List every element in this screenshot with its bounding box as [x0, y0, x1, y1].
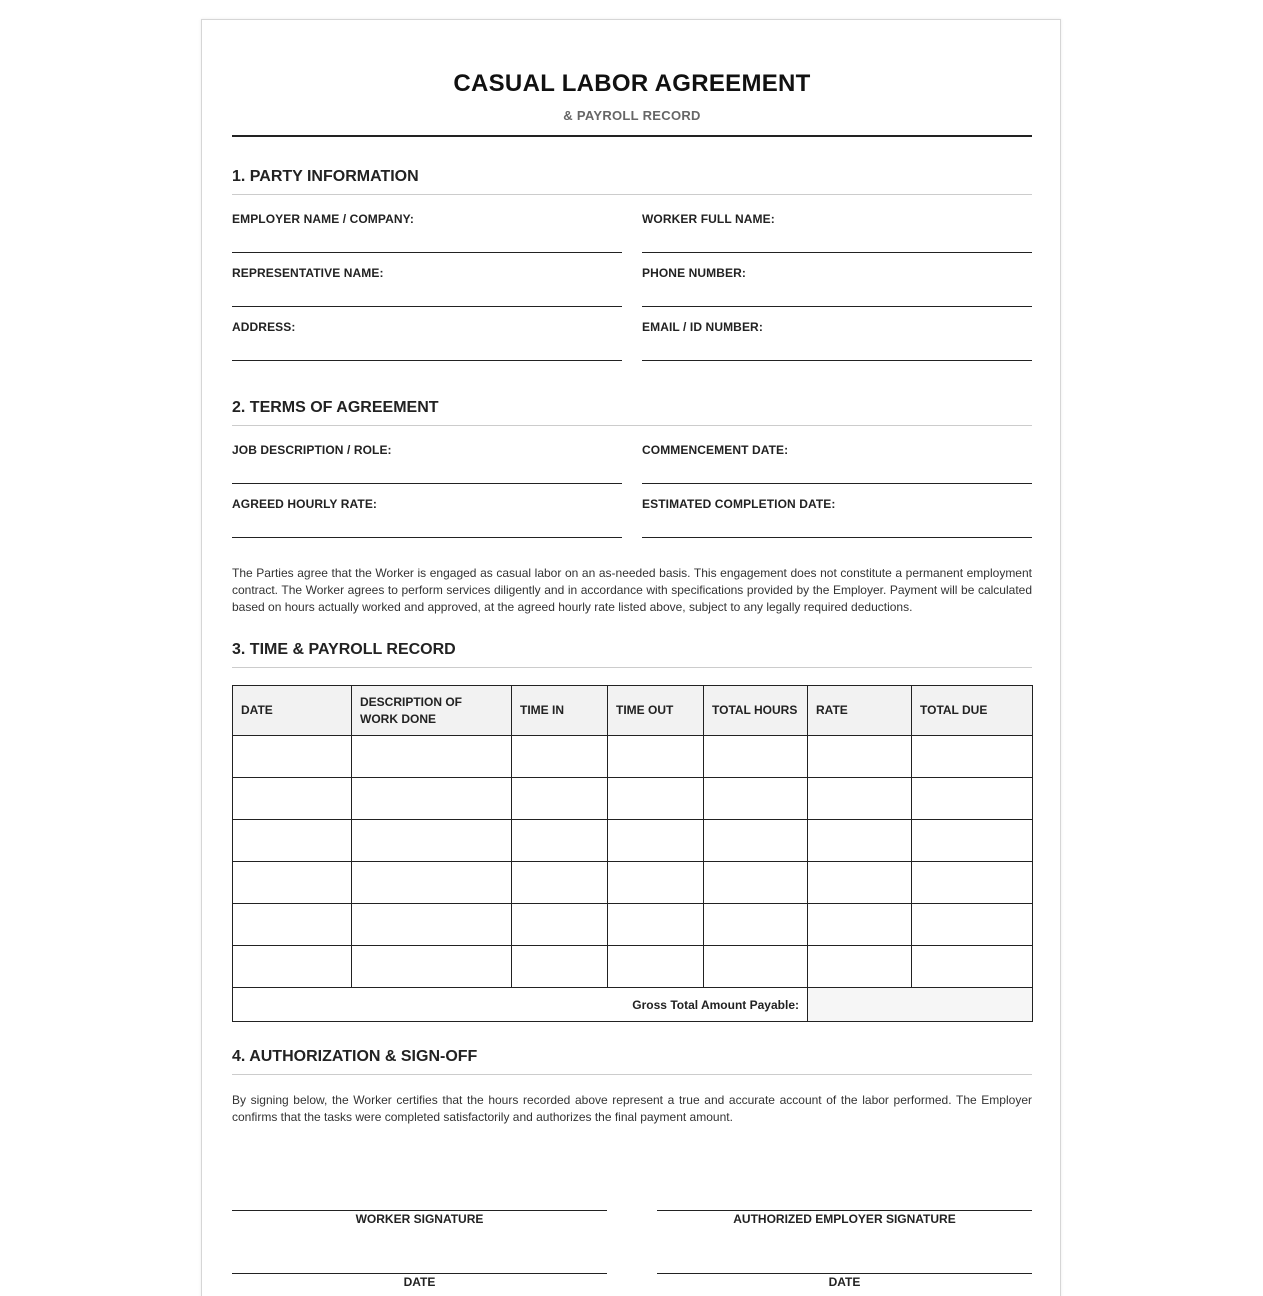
table-cell[interactable] — [808, 862, 912, 904]
table-cell[interactable] — [608, 820, 704, 862]
table-cell[interactable] — [704, 904, 808, 946]
authorization-paragraph: By signing below, the Worker certifies that the hours recorded above represent a true and accurate account of the labor performed. The Employer confirms that the tasks were completed satisfactorily and authorizes the final payment amount. — [232, 1093, 1032, 1124]
document-subtitle: & PAYROLL RECORD — [563, 108, 701, 123]
table-cell[interactable] — [233, 736, 352, 778]
document-title: CASUAL LABOR AGREEMENT — [453, 70, 811, 97]
table-cell[interactable] — [912, 946, 1033, 988]
table-cell[interactable] — [512, 736, 608, 778]
employer-date-line[interactable] — [657, 1273, 1032, 1289]
column-header-time-out: TIME OUT — [608, 686, 704, 736]
table-cell[interactable] — [512, 820, 608, 862]
table-cell[interactable] — [233, 778, 352, 820]
job-description-label: JOB DESCRIPTION / ROLE: — [232, 443, 392, 457]
section-heading-authorization: 4. AUTHORIZATION & SIGN-OFF — [232, 1048, 1032, 1075]
table-cell[interactable] — [912, 904, 1033, 946]
table-cell[interactable] — [912, 862, 1033, 904]
table-cell[interactable] — [704, 820, 808, 862]
table-row — [233, 904, 1033, 946]
table-row — [233, 778, 1033, 820]
table-cell[interactable] — [608, 778, 704, 820]
table-cell[interactable] — [233, 820, 352, 862]
table-cell[interactable] — [912, 778, 1033, 820]
employer-name-label: EMPLOYER NAME / COMPANY: — [232, 212, 414, 226]
section-heading-payroll: 3. TIME & PAYROLL RECORD — [232, 641, 1032, 668]
table-row — [233, 820, 1033, 862]
terms-paragraph: The Parties agree that the Worker is engaged as casual labor on an as-needed basis. This engagement does not constitute a permanent employment contract. The Worker agrees to perform services diligently and in accordance with specifications provided by the Employer. Payment will be calculated based on hours actually worked and approved, at the agreed hourly rate listed above, subject to any legally required deductions. — [232, 566, 1032, 614]
table-cell[interactable] — [704, 736, 808, 778]
table-cell[interactable] — [233, 862, 352, 904]
worker-name-field[interactable] — [642, 210, 1032, 253]
column-header-rate: RATE — [808, 686, 912, 736]
table-cell[interactable] — [512, 904, 608, 946]
address-field[interactable] — [232, 318, 622, 361]
table-cell[interactable] — [912, 820, 1033, 862]
gross-total-row — [233, 988, 1033, 1022]
address-label: ADDRESS: — [232, 320, 296, 334]
table-row — [233, 862, 1033, 904]
table-cell[interactable] — [704, 946, 808, 988]
representative-name-field[interactable] — [232, 264, 622, 307]
table-cell[interactable] — [608, 946, 704, 988]
table-cell[interactable] — [808, 904, 912, 946]
table-cell[interactable] — [352, 904, 512, 946]
table-cell[interactable] — [352, 946, 512, 988]
document-page — [201, 19, 1061, 1296]
employer-date-label: DATE — [828, 1275, 861, 1289]
hourly-rate-field[interactable] — [232, 495, 622, 538]
worker-name-label: WORKER FULL NAME: — [642, 212, 775, 226]
column-header-total-due: TOTAL DUE — [912, 686, 1033, 736]
table-cell[interactable] — [704, 862, 808, 904]
completion-date-label: ESTIMATED COMPLETION DATE: — [642, 497, 836, 511]
worker-signature-line[interactable] — [232, 1210, 607, 1226]
table-cell[interactable] — [608, 862, 704, 904]
table-cell[interactable] — [808, 736, 912, 778]
table-cell[interactable] — [233, 946, 352, 988]
job-description-field[interactable] — [232, 441, 622, 484]
email-id-label: EMAIL / ID NUMBER: — [642, 320, 763, 334]
column-header-total-hours: TOTAL HOURS — [704, 686, 808, 736]
table-row — [233, 946, 1033, 988]
commencement-date-label: COMMENCEMENT DATE: — [642, 443, 789, 457]
payroll-table — [232, 685, 1033, 1022]
representative-name-label: REPRESENTATIVE NAME: — [232, 266, 384, 280]
worker-date-line[interactable] — [232, 1273, 607, 1289]
phone-number-field[interactable] — [642, 264, 1032, 307]
payroll-header-row — [233, 686, 1033, 736]
table-cell[interactable] — [704, 778, 808, 820]
table-cell[interactable] — [352, 820, 512, 862]
employer-signature-line[interactable] — [657, 1210, 1032, 1226]
column-header-date: DATE — [233, 686, 352, 736]
table-cell[interactable] — [352, 778, 512, 820]
completion-date-field[interactable] — [642, 495, 1032, 538]
table-cell[interactable] — [352, 862, 512, 904]
column-header-description: DESCRIPTION OF WORK DONE — [352, 686, 512, 736]
table-cell[interactable] — [512, 778, 608, 820]
table-cell[interactable] — [912, 736, 1033, 778]
table-cell[interactable] — [512, 946, 608, 988]
email-id-field[interactable] — [642, 318, 1032, 361]
employer-signature-label: AUTHORIZED EMPLOYER SIGNATURE — [733, 1212, 956, 1226]
table-cell[interactable] — [512, 862, 608, 904]
worker-date-label: DATE — [403, 1275, 436, 1289]
table-cell[interactable] — [808, 946, 912, 988]
commencement-date-field[interactable] — [642, 441, 1032, 484]
gross-total-value[interactable] — [808, 988, 1033, 1022]
table-cell[interactable] — [608, 904, 704, 946]
table-cell[interactable] — [352, 736, 512, 778]
table-cell[interactable] — [808, 820, 912, 862]
section-heading-terms: 2. TERMS OF AGREEMENT — [232, 399, 1032, 426]
table-cell[interactable] — [608, 736, 704, 778]
employer-name-field[interactable] — [232, 210, 622, 253]
section-heading-party-information: 1. PARTY INFORMATION — [232, 168, 1032, 195]
worker-signature-label: WORKER SIGNATURE — [355, 1212, 484, 1226]
title-divider — [232, 135, 1032, 137]
gross-total-label: Gross Total Amount Payable: — [233, 988, 808, 1022]
phone-number-label: PHONE NUMBER: — [642, 266, 746, 280]
hourly-rate-label: AGREED HOURLY RATE: — [232, 497, 378, 511]
column-header-time-in: TIME IN — [512, 686, 608, 736]
table-cell[interactable] — [808, 778, 912, 820]
table-row — [233, 736, 1033, 778]
table-cell[interactable] — [233, 904, 352, 946]
